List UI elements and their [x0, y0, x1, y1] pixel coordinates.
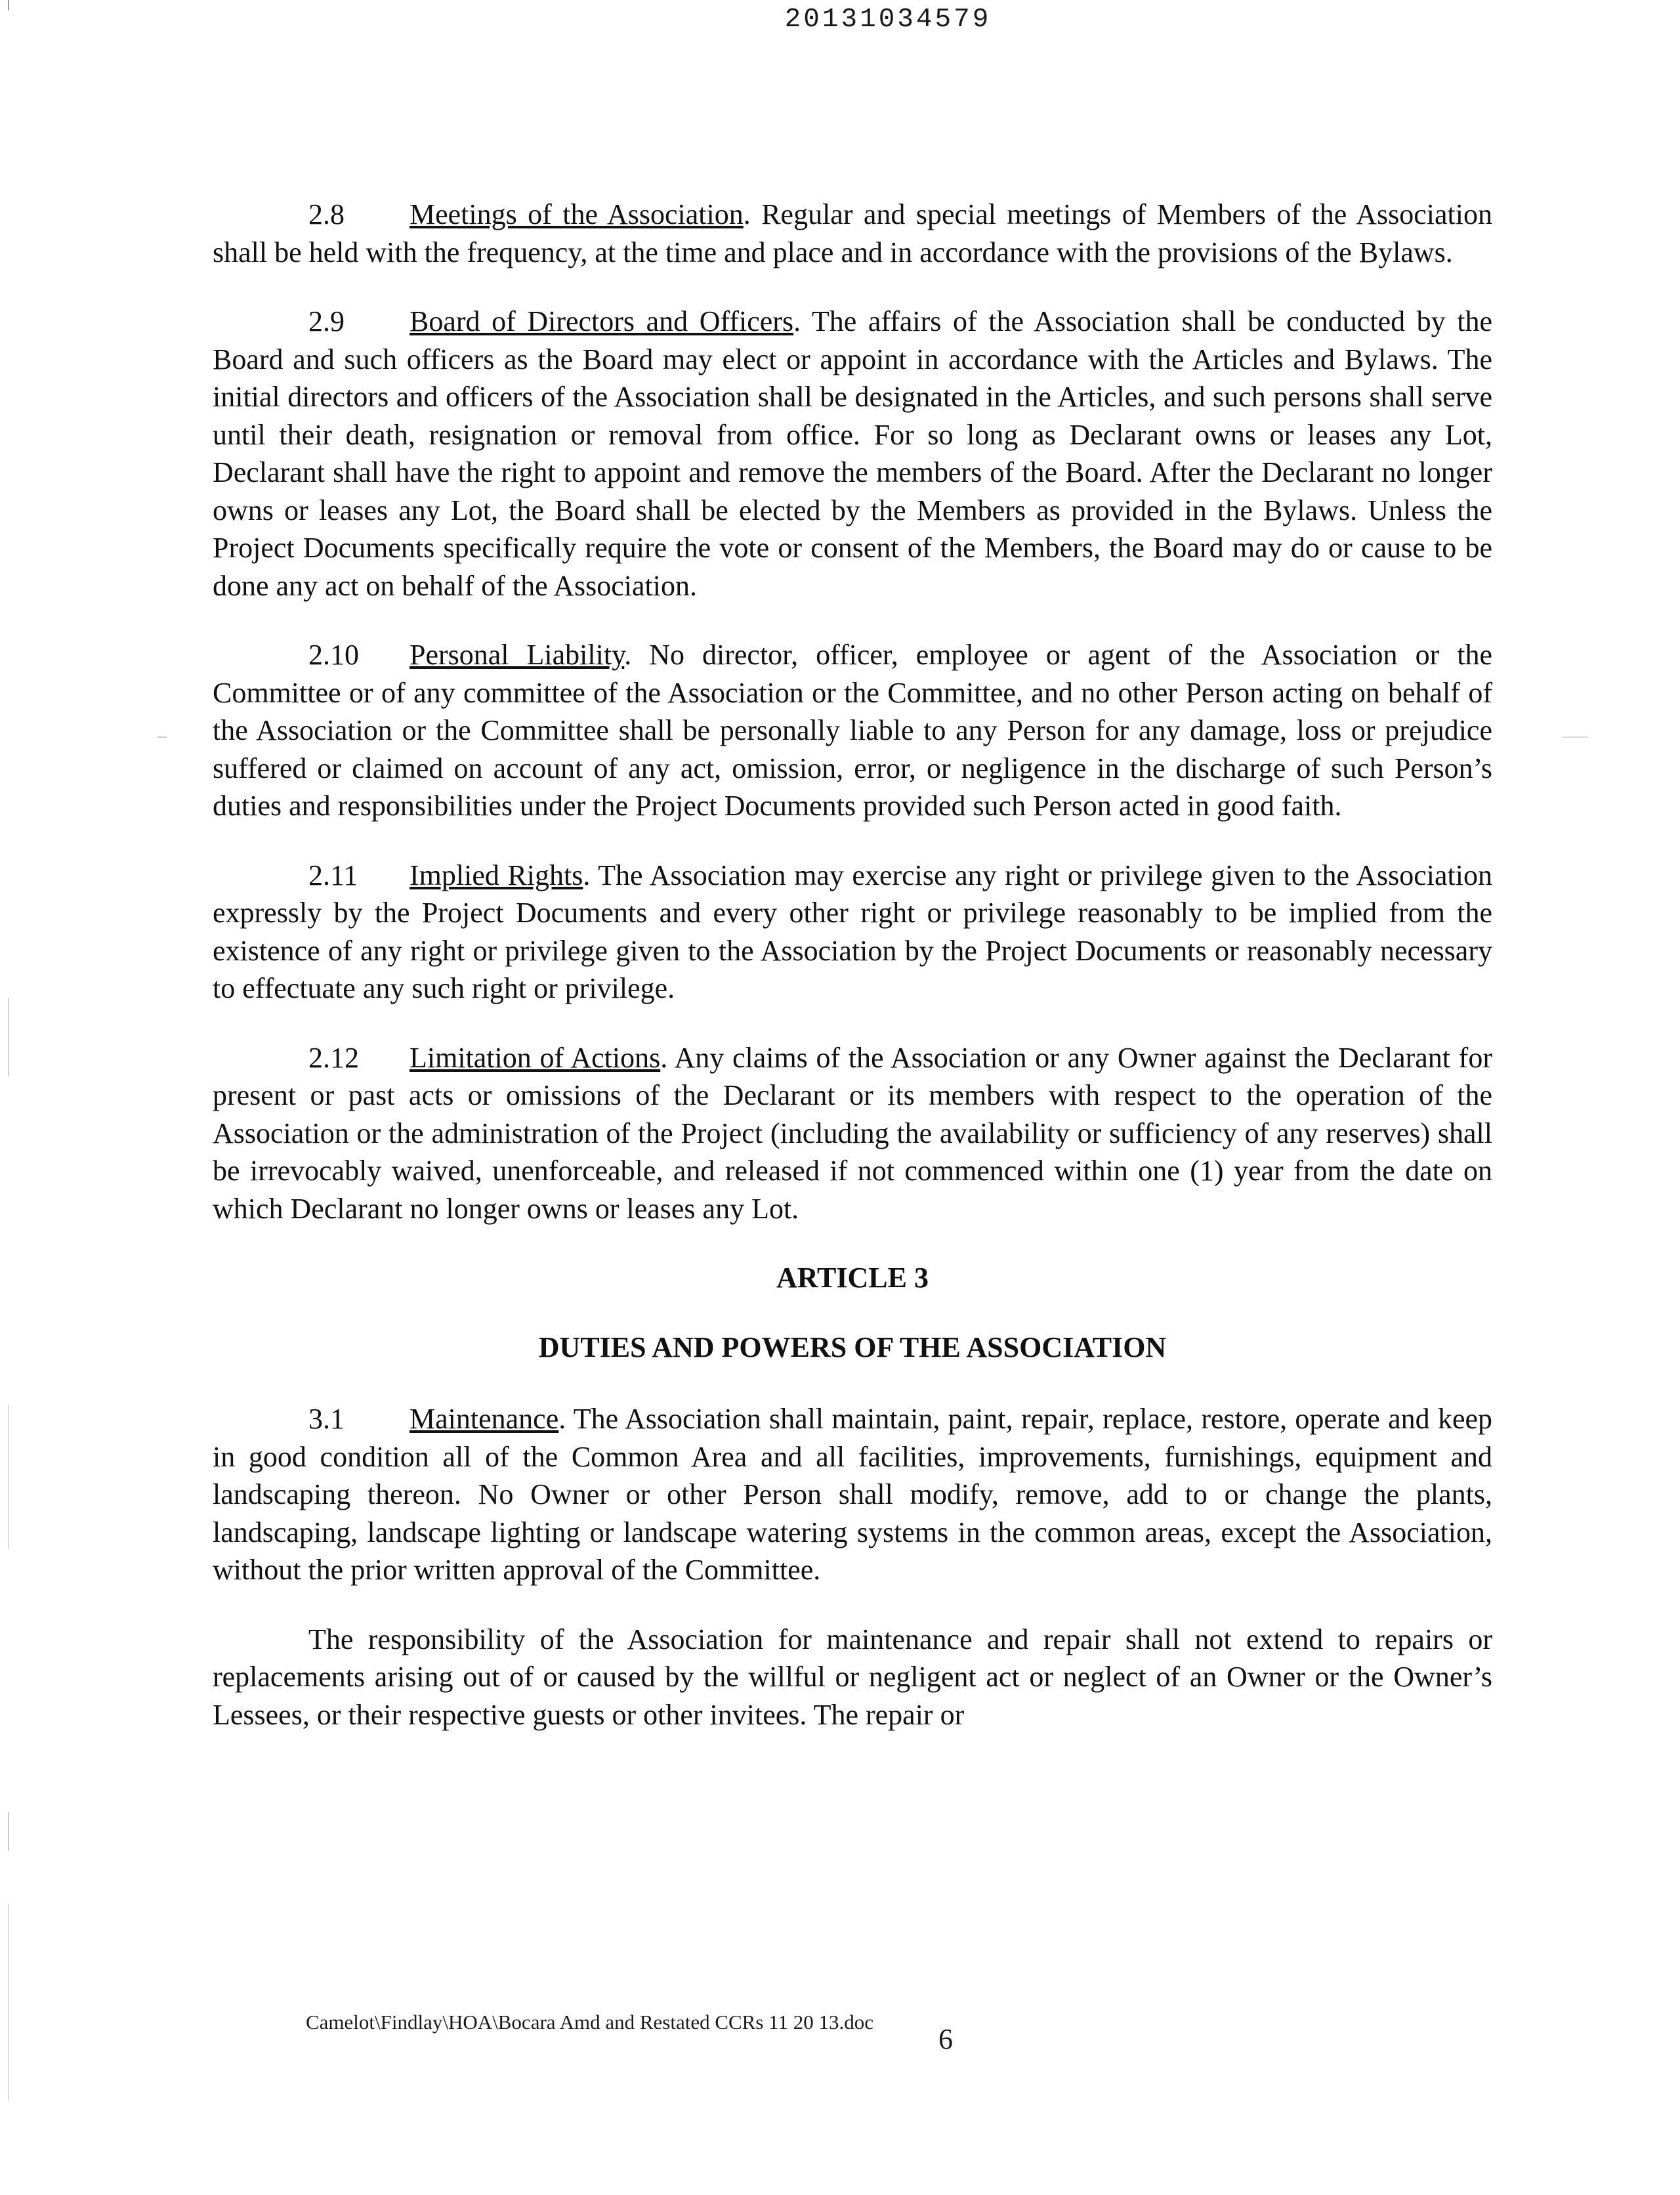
page-number: 6	[938, 2023, 953, 2055]
section-number: 2.10	[308, 639, 359, 671]
section-title: Board of Directors and Officers	[410, 305, 794, 337]
section-title: Meetings of the Association	[410, 198, 744, 230]
section-body: . The Association shall maintain, paint, repair, replace, restore, operate and keep in good condition all of the Common Area and all facilities, improvements, furnishings, equipment and landscaping thereon. No Owner or other Person shall modify, remove, add to or change the plants, landscaping, landscape lighting or landscape watering systems in the common areas, except the Association, without the prior written approval of the Committee.	[213, 1403, 1492, 1586]
scan-artifact-left	[8, 1405, 9, 1549]
article-title: DUTIES AND POWERS OF THE ASSOCIATION	[538, 1331, 1167, 1363]
section-number: 3.1	[308, 1403, 345, 1435]
article-number: ARTICLE 3	[776, 1262, 929, 1294]
section-number: 2.9	[308, 305, 345, 337]
section-2-8	[213, 196, 1492, 271]
section-body: . The affairs of the Association shall be conducted by the Board and such officers as the Board may elect or appoint in accordance with the Articles and Bylaws. The initial directors and officers of the Association shall be designated in the Articles, and such persons shall serve until their death, resignation or removal from office. For so long as Declarant owns or leases any Lot, Declarant shall have the right to appoint and remove the members of the Board. After the Declarant no longer owns or leases any Lot, the Board shall be elected by the Members as provided in the Bylaws. Unless the Project Documents specifically require the vote or consent of the Members, the Board may do or cause to be done any act on behalf of the Association.	[213, 305, 1493, 602]
document-body	[213, 196, 1492, 1765]
section-title: Personal Liability	[410, 639, 625, 671]
section-2-9	[213, 303, 1492, 605]
scan-artifact-top	[8, 0, 9, 11]
section-body: . The Association may exercise any right or privilege given to the Association expressly by the Project Documents and every other right or privilege reasonably to be implied from the existence of any right or privilege given to the Association by the Project Documents or reasonably necessary to effectuate any such right or privilege.	[213, 859, 1492, 1004]
section-number: 2.11	[308, 859, 358, 891]
section-body: . Any claims of the Association or any Owner against the Declarant for present or past acts or omissions of the Declarant or its members with respect to the operation of the Association or the administration of the Project (including the availability or sufficiency of any reserves) shall be irrevocably waived, unenforceable, and released if not commenced within one (1) year from the date on which Declarant no longer owns or leases any Lot.	[213, 1041, 1492, 1225]
section-number: 2.12	[308, 1041, 359, 1074]
section-body: . No director, officer, employee or agent of the Association or the Committee or of any committee of the Association or the Committee, and no other Person acting on behalf of the Association or the Committee shall be personally liable to any Person for any damage, loss or prejudice suffered or claimed on account of any act, omission, error, or negligence in the discharge of such Person’s duties and responsibilities under the Project Documents provided such Person acted in good faith.	[213, 639, 1492, 822]
section-title: Maintenance	[410, 1403, 559, 1435]
section-title: Limitation of Actions	[410, 1041, 661, 1074]
section-number: 2.8	[308, 198, 345, 230]
section-body: . Regular and special meetings of Members of the Association shall be held with the frequency, at the time and place and in accordance with the provisions of the Bylaws.	[213, 198, 1492, 268]
section-2-12	[213, 1039, 1492, 1228]
recording-number: 20131034579	[784, 5, 992, 35]
section-3-1	[213, 1400, 1492, 1589]
scan-artifact-left	[8, 1904, 9, 2100]
section-2-11	[213, 857, 1492, 1008]
closing-paragraph: The responsibility of the Association for maintenance and repair shall not extend to repairs or replacements arising out of or caused by the willful or negligent act or neglect of an Owner or the Owner’s Lessees, or their respective guests or other invitees. The repair or	[213, 1623, 1492, 1731]
scan-artifact-left	[8, 998, 9, 1076]
footer-file-path: Camelot\Findlay\HOA\Bocara Amd and Restated CCRs 11 20 13.doc	[306, 2011, 874, 2034]
scan-artifact-dash	[158, 736, 167, 738]
section-2-10	[213, 636, 1492, 825]
scan-artifact-left	[8, 1812, 9, 1851]
scan-artifact-dash	[1562, 736, 1588, 738]
section-title: Implied Rights	[410, 859, 583, 891]
